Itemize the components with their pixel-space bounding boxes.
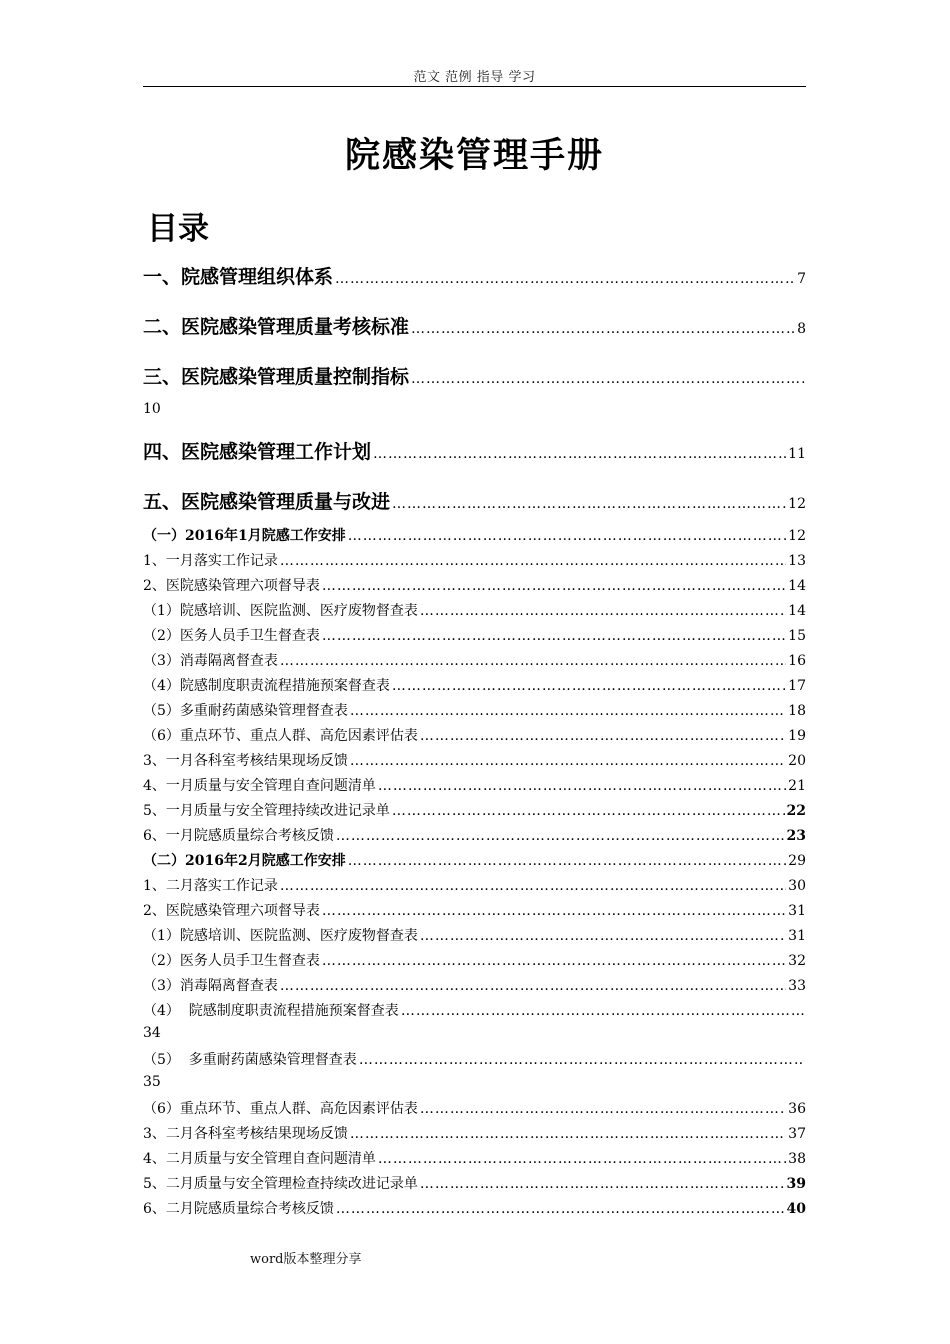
toc-entry[interactable] <box>143 437 806 464</box>
toc-entry-page: 16 <box>788 653 806 669</box>
toc-entry-label: （2）医务人员手卫生督查表 <box>143 628 320 644</box>
toc-entry-label: 五、医院感染管理质量与改进 <box>143 491 391 513</box>
toc-entry-page: 33 <box>788 978 806 994</box>
toc-leader <box>392 678 786 694</box>
toc-entry-label: （一）2016年1月院感工作安排 <box>143 528 346 544</box>
toc-leader <box>280 878 786 894</box>
toc-heading: 目录 <box>147 211 209 247</box>
toc-entry[interactable] <box>143 625 806 645</box>
toc-entry-label: （6）重点环节、重点人群、高危因素评估表 <box>143 1101 418 1117</box>
toc-entry[interactable] <box>143 1123 806 1143</box>
toc-entry-page: 12 <box>788 496 806 512</box>
toc-entry[interactable] <box>143 725 806 745</box>
toc-entry-page: 30 <box>788 878 806 894</box>
toc-entry-page: 14 <box>788 603 806 619</box>
toc-leader <box>322 903 786 919</box>
toc-leader <box>378 1151 786 1167</box>
table-of-contents <box>143 0 806 1344</box>
toc-entry-label: （3）消毒隔离督查表 <box>143 653 278 669</box>
toc-leader <box>322 953 786 969</box>
toc-leader <box>350 703 786 719</box>
toc-entry[interactable] <box>143 487 806 514</box>
toc-entry-page: 8 <box>797 321 806 337</box>
toc-entry[interactable] <box>143 362 806 389</box>
toc-entry-page: 19 <box>788 728 806 744</box>
toc-entry-label: （4）院感制度职责流程措施预案督查表 <box>143 678 390 694</box>
toc-entry-page: 32 <box>788 953 806 969</box>
toc-entry-page: 31 <box>788 903 806 919</box>
toc-entry-label: （2）医务人员手卫生督查表 <box>143 953 320 969</box>
toc-leader <box>348 528 786 544</box>
toc-entry-page: 31 <box>788 928 806 944</box>
toc-leader <box>335 271 795 287</box>
toc-entry[interactable] <box>143 875 806 895</box>
toc-entry[interactable] <box>143 900 806 920</box>
toc-entry[interactable] <box>143 975 806 995</box>
toc-entry-page: 10 <box>143 401 161 417</box>
toc-entry-page: 23 <box>786 828 806 844</box>
toc-entry[interactable] <box>143 1049 806 1069</box>
toc-entry[interactable] <box>143 750 806 770</box>
toc-leader <box>350 1126 786 1142</box>
toc-entry-page: 17 <box>788 678 806 694</box>
page-header: 范文 范例 指导 学习 <box>413 70 536 85</box>
toc-entry-page: 38 <box>788 1151 806 1167</box>
toc-leader <box>420 603 786 619</box>
toc-entry-page: 34 <box>143 1025 161 1041</box>
toc-entry-label: （二）2016年2月院感工作安排 <box>143 853 346 869</box>
toc-entry[interactable] <box>143 850 806 870</box>
toc-leader <box>378 778 786 794</box>
toc-leader <box>411 321 795 337</box>
page-footer: word版本整理分享 <box>250 1252 362 1267</box>
toc-leader <box>392 803 785 819</box>
toc-leader <box>336 828 785 844</box>
toc-entry[interactable] <box>143 925 806 945</box>
toc-entry-label: （1）院感培训、医院监测、医疗废物督查表 <box>143 603 418 619</box>
toc-leader <box>280 978 786 994</box>
toc-entry-label: 1、一月落实工作记录 <box>143 553 278 569</box>
toc-entry-page: 15 <box>788 628 806 644</box>
toc-entry[interactable] <box>143 950 806 970</box>
toc-entry-label: 5、一月质量与安全管理持续改进记录单 <box>143 803 390 819</box>
toc-leader <box>411 371 804 387</box>
toc-leader <box>322 628 786 644</box>
toc-entry[interactable] <box>143 650 806 670</box>
toc-entry-page: 21 <box>788 778 806 794</box>
toc-entry[interactable] <box>143 1148 806 1168</box>
toc-entry-label: 1、二月落实工作记录 <box>143 878 278 894</box>
toc-leader <box>280 553 786 569</box>
toc-entry-label: 2、医院感染管理六项督导表 <box>143 578 320 594</box>
toc-entry-label: （4） 院感制度职责流程措施预案督查表 <box>143 1003 399 1019</box>
toc-entry-label: 一、院感管理组织体系 <box>143 266 334 288</box>
toc-entry-label: （1）院感培训、医院监测、医疗废物督查表 <box>143 928 418 944</box>
toc-entry[interactable] <box>143 550 806 570</box>
toc-entry-page: 11 <box>788 446 806 462</box>
toc-entry[interactable] <box>143 800 806 820</box>
toc-entry[interactable] <box>143 600 806 620</box>
toc-entry-label: 二、医院感染管理质量考核标准 <box>143 316 410 338</box>
toc-entry-label: （3）消毒隔离督查表 <box>143 978 278 994</box>
toc-entry[interactable] <box>143 1198 806 1218</box>
toc-leader <box>392 496 786 512</box>
toc-entry-page: 20 <box>788 753 806 769</box>
toc-entry-page: 39 <box>786 1176 806 1192</box>
toc-entry[interactable] <box>143 675 806 695</box>
toc-leader <box>348 853 786 869</box>
toc-leader <box>280 653 786 669</box>
toc-leader <box>420 728 786 744</box>
toc-entry-page: 14 <box>788 578 806 594</box>
toc-entry[interactable] <box>143 262 806 289</box>
toc-entry[interactable] <box>143 1000 806 1020</box>
toc-leader <box>420 1101 786 1117</box>
toc-entry[interactable] <box>143 525 806 545</box>
toc-leader <box>350 753 786 769</box>
toc-entry-page: 35 <box>143 1074 161 1090</box>
toc-entry-page: 40 <box>786 1201 806 1217</box>
toc-entry-label: （5）多重耐药菌感染管理督查表 <box>143 703 348 719</box>
toc-leader <box>359 1052 804 1068</box>
toc-entry-label: 2、医院感染管理六项督导表 <box>143 903 320 919</box>
toc-entry-label: 6、一月院感质量综合考核反馈 <box>143 828 334 844</box>
toc-entry-page: 37 <box>788 1126 806 1142</box>
toc-entry-page: 29 <box>788 853 806 869</box>
toc-leader <box>322 578 786 594</box>
toc-entry[interactable] <box>143 775 806 795</box>
toc-leader <box>401 1003 804 1019</box>
toc-entry-page: 36 <box>788 1101 806 1117</box>
toc-leader <box>373 446 786 462</box>
toc-entry[interactable] <box>143 1173 806 1193</box>
toc-entry[interactable] <box>143 575 806 595</box>
toc-entry[interactable] <box>143 825 806 845</box>
toc-entry-label: （6）重点环节、重点人群、高危因素评估表 <box>143 728 418 744</box>
document-title: 院感染管理手册 <box>344 136 604 176</box>
toc-entry-label: 3、二月各科室考核结果现场反馈 <box>143 1126 348 1142</box>
toc-entry-label: 4、二月质量与安全管理自查问题清单 <box>143 1151 376 1167</box>
toc-leader <box>420 928 786 944</box>
toc-entry[interactable] <box>143 312 806 339</box>
toc-entry-page: 7 <box>797 271 806 287</box>
toc-entry[interactable] <box>143 700 806 720</box>
toc-entry-label: 4、一月质量与安全管理自查问题清单 <box>143 778 376 794</box>
toc-entry-page: 12 <box>788 528 806 544</box>
toc-entry-label: （5） 多重耐药菌感染管理督查表 <box>143 1052 357 1068</box>
toc-entry-label: 三、医院感染管理质量控制指标 <box>143 366 410 388</box>
toc-entry-page: 18 <box>788 703 806 719</box>
toc-leader <box>336 1201 785 1217</box>
toc-entry-label: 5、二月质量与安全管理检查持续改进记录单 <box>143 1176 418 1192</box>
toc-entry-label: 3、一月各科室考核结果现场反馈 <box>143 753 348 769</box>
toc-entry-label: 四、医院感染管理工作计划 <box>143 441 372 463</box>
toc-entry-page: 13 <box>788 553 806 569</box>
toc-entry-label: 6、二月院感质量综合考核反馈 <box>143 1201 334 1217</box>
toc-entry-page: 22 <box>786 803 806 819</box>
toc-leader <box>420 1176 785 1192</box>
toc-entry[interactable] <box>143 1098 806 1118</box>
